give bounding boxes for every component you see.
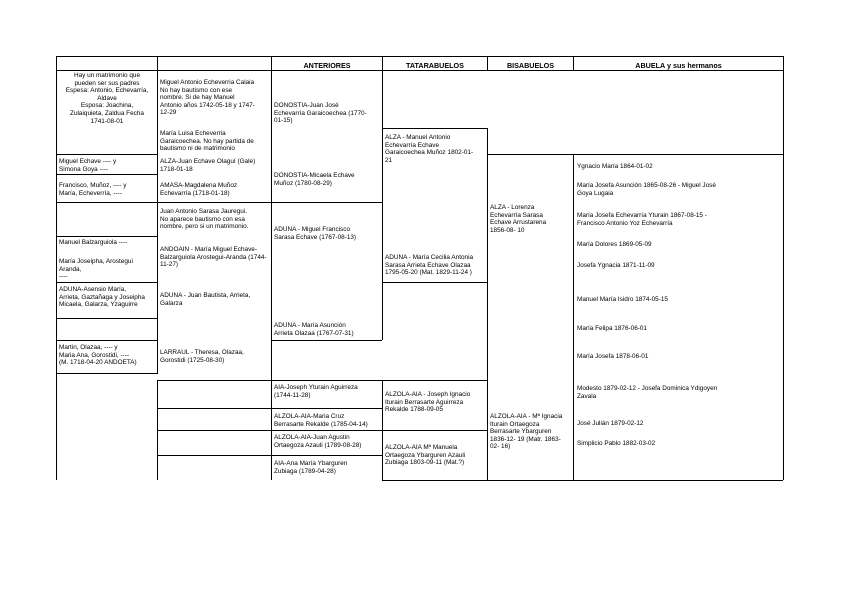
col1-parents-3b: María Joseipha, Arostegui Aranda, ---- bbox=[59, 258, 133, 281]
col2-entry-a: Miguel Antonio Echeverria Calaia No hay bautismo con ese nombre. Si de hay Manuel Antonio años 1742-05-18 y 1747- 12-29 bbox=[160, 79, 255, 117]
grid-line bbox=[487, 480, 573, 481]
col6-sibling: María Felipa 1876-06-01 bbox=[577, 325, 647, 332]
grid-line bbox=[382, 430, 487, 431]
grid-line bbox=[382, 70, 383, 340]
grid-line bbox=[157, 455, 271, 456]
grid-line bbox=[573, 154, 783, 155]
grid-line bbox=[56, 56, 57, 480]
col4-entry-b: ADUNA - María Cecilia Antonia Sarasa Arrieta Echave Olazaa 1795-05-20 (Mat. 1829-11-24 ) bbox=[385, 254, 474, 277]
col6-sibling: María Josefa Echevarría Yturain 1867-08-15 - Francisco Antonio Yoz Echevarría bbox=[577, 212, 707, 227]
grid-line bbox=[271, 340, 382, 341]
grid-line bbox=[56, 154, 157, 155]
col3-entry-g: ALZOLA-AIA-Juan Agustin Ortaegoza Azauli (1789-08-28) bbox=[274, 434, 362, 449]
col6-sibling: Modesto 1879-02-12 - Josefa Dominica Ydigoyen Zavala bbox=[577, 385, 718, 400]
grid-line bbox=[157, 380, 271, 381]
col4-entry-c: ALZOLA-AIA - Joseph Ignacio Iturain Berrasarte Aguirreza Rekalde 1788-09-05 bbox=[385, 391, 471, 414]
header-tatarabuelos: TATARABUELOS bbox=[406, 61, 464, 70]
grid-line bbox=[487, 154, 488, 480]
col2-entry-b: María Luisa Echeverria Garaicoechea. No hay partida de bautismo ni de matrimonio bbox=[160, 130, 254, 153]
col4-entry-a: ALZA - Manuel Antonio Echevarría Echave Garaicoechea Muñoz 1802-01- 21 bbox=[385, 134, 474, 164]
col6-sibling: Simplicio Pablo 1882-03-02 bbox=[577, 440, 656, 447]
col2-entry-d: Juan Antonio Sarasa Jauregui. No aparece bautismo con esa nombre, pero si un matrimonio. bbox=[160, 208, 249, 231]
col3-entry-a: DONOSTIA-Juan José Echevarría Garaicoechea (1770- 01-15) bbox=[274, 102, 367, 125]
col2-entry-c2: AMASA-Magdalena Muñoz Echevarría (1718-01-18) bbox=[160, 182, 238, 197]
col2-entry-e: ANDOAIN - María Miguel Echave- Balzarguiola Arostegui-Aranda (1744- 11-27) bbox=[160, 246, 267, 269]
col1-note: Hay un matrimonio que pueden ser sus padres Espesa: Antonio, Echevarría, Aldave Esposa: Joachina, Zulaiquieta, Zaldua Fecha 1741-08-01 bbox=[65, 72, 149, 125]
grid-line bbox=[56, 318, 157, 319]
grid-line bbox=[56, 174, 157, 175]
grid-line bbox=[157, 202, 271, 203]
grid-line bbox=[573, 480, 783, 481]
col5-entry-b: ALZOLA-AIA - Mª Ignacia Iturain Ortaegoza Berrasarte Ybarguren 1836-12- 19 (Matr. 1863- 02- 16) bbox=[490, 413, 563, 451]
col1-parents-3a: Manuel Balzarguiola ---- bbox=[59, 239, 128, 246]
grid-line bbox=[382, 480, 487, 481]
col1-parents-1: Miguel Echave ---- y Simona Goya ---- bbox=[59, 158, 117, 173]
col6-sibling: Ygnacio María 1864-01-02 bbox=[577, 163, 653, 170]
grid-line bbox=[382, 282, 487, 283]
grid-line bbox=[271, 430, 382, 431]
header-bisabuelos: BISABUELOS bbox=[506, 61, 555, 70]
grid-line bbox=[157, 430, 271, 431]
col4-entry-d: ALZOLA-AIA Mª Manuela Ortaegoza Ybarguren Azauli Zubiaga 1803-09-11 (Mat.?) bbox=[385, 444, 466, 467]
col3-entry-f: ALZOLA-AIA-Maria Cruz Berrasarte Rekalde (1785-04-14) bbox=[274, 413, 368, 428]
col6-sibling: María Dolores 1869-05-09 bbox=[577, 241, 652, 248]
grid-line bbox=[271, 202, 382, 203]
grid-line bbox=[157, 408, 271, 409]
col2-entry-f: ADUNA - Juan Bautista, Arrieta, Galarza bbox=[160, 292, 251, 307]
grid-line bbox=[157, 380, 158, 480]
grid-line bbox=[157, 56, 158, 70]
col2-entry-g: LARRAUL - Theresa, Olazaa, Gorostidi (1725-08-30) bbox=[160, 349, 244, 364]
col6-sibling: José Julián 1879-02-12 bbox=[577, 420, 644, 427]
col2-entry-c1: ALZA-Juan Echave Olaguí (Gale) 1718-01-18 bbox=[160, 158, 256, 173]
grid-line bbox=[382, 380, 487, 381]
grid-line bbox=[56, 70, 783, 71]
grid-line bbox=[783, 56, 784, 480]
col3-entry-h: AIA-Ana María Ybarguren Zubiaga (1789-04-28) bbox=[274, 460, 348, 475]
col6-sibling: Josefa Ygnacia 1871-11-09 bbox=[577, 262, 655, 269]
header-abuela: ABUELA y sus hermanos bbox=[635, 61, 722, 70]
grid-line bbox=[56, 373, 157, 374]
col1-parents-4: ADUNA-Asensio María, Arrieta, Gaztañaga y Joseipha Micaela, Galarza, Yzaguirre bbox=[59, 286, 145, 309]
grid-line bbox=[271, 455, 382, 456]
grid-line bbox=[487, 154, 573, 155]
col5-entry-a: ALZA - Lorenza Echevarría Sarasa Echave Arrustarena 1856-08- 10 bbox=[490, 204, 547, 234]
grid-line bbox=[271, 380, 382, 381]
grid-line bbox=[271, 70, 272, 480]
col6-sibling: Manuel María Isidro 1874-05-15 bbox=[577, 296, 668, 303]
col6-sibling: María Josefa 1878-06-01 bbox=[577, 353, 649, 360]
grid-line bbox=[382, 128, 487, 129]
grid-line bbox=[157, 70, 158, 374]
col1-parents-5: Martin, Olazaa, ---- y Maria Ana, Gorostidi, ---- (M. 1718-04-20 ANDOETA) bbox=[59, 344, 137, 367]
header-anteriores: ANTERIORES bbox=[303, 61, 351, 70]
col3-entry-d: ADUNA - María Asunción Arrieta Olazaa (1767-07-31) bbox=[274, 322, 354, 337]
col3-entry-e: AIA-Joseph Yturain Aguirreza (1744-11-28) bbox=[274, 384, 358, 399]
col6-sibling: María Josefa Asunción 1865-08-26 - Miguel José Goya Lugaia bbox=[577, 182, 716, 197]
grid-line bbox=[56, 340, 157, 341]
col3-entry-c: ADUNA - Miguel Francisco Sarasa Echave (1767-08-13) bbox=[274, 226, 357, 241]
grid-line bbox=[573, 154, 574, 480]
grid-line bbox=[56, 236, 157, 237]
col1-parents-2: Francisco, Muñoz, ---- y María, Echeverría, ---- bbox=[59, 182, 127, 197]
grid-line bbox=[271, 408, 382, 409]
grid-line bbox=[56, 56, 783, 57]
col3-entry-b: DONOSTIA-Micaela Echave Muñoz (1780-08-29) bbox=[274, 172, 355, 187]
grid-line bbox=[56, 202, 157, 203]
grid-line bbox=[56, 282, 157, 283]
